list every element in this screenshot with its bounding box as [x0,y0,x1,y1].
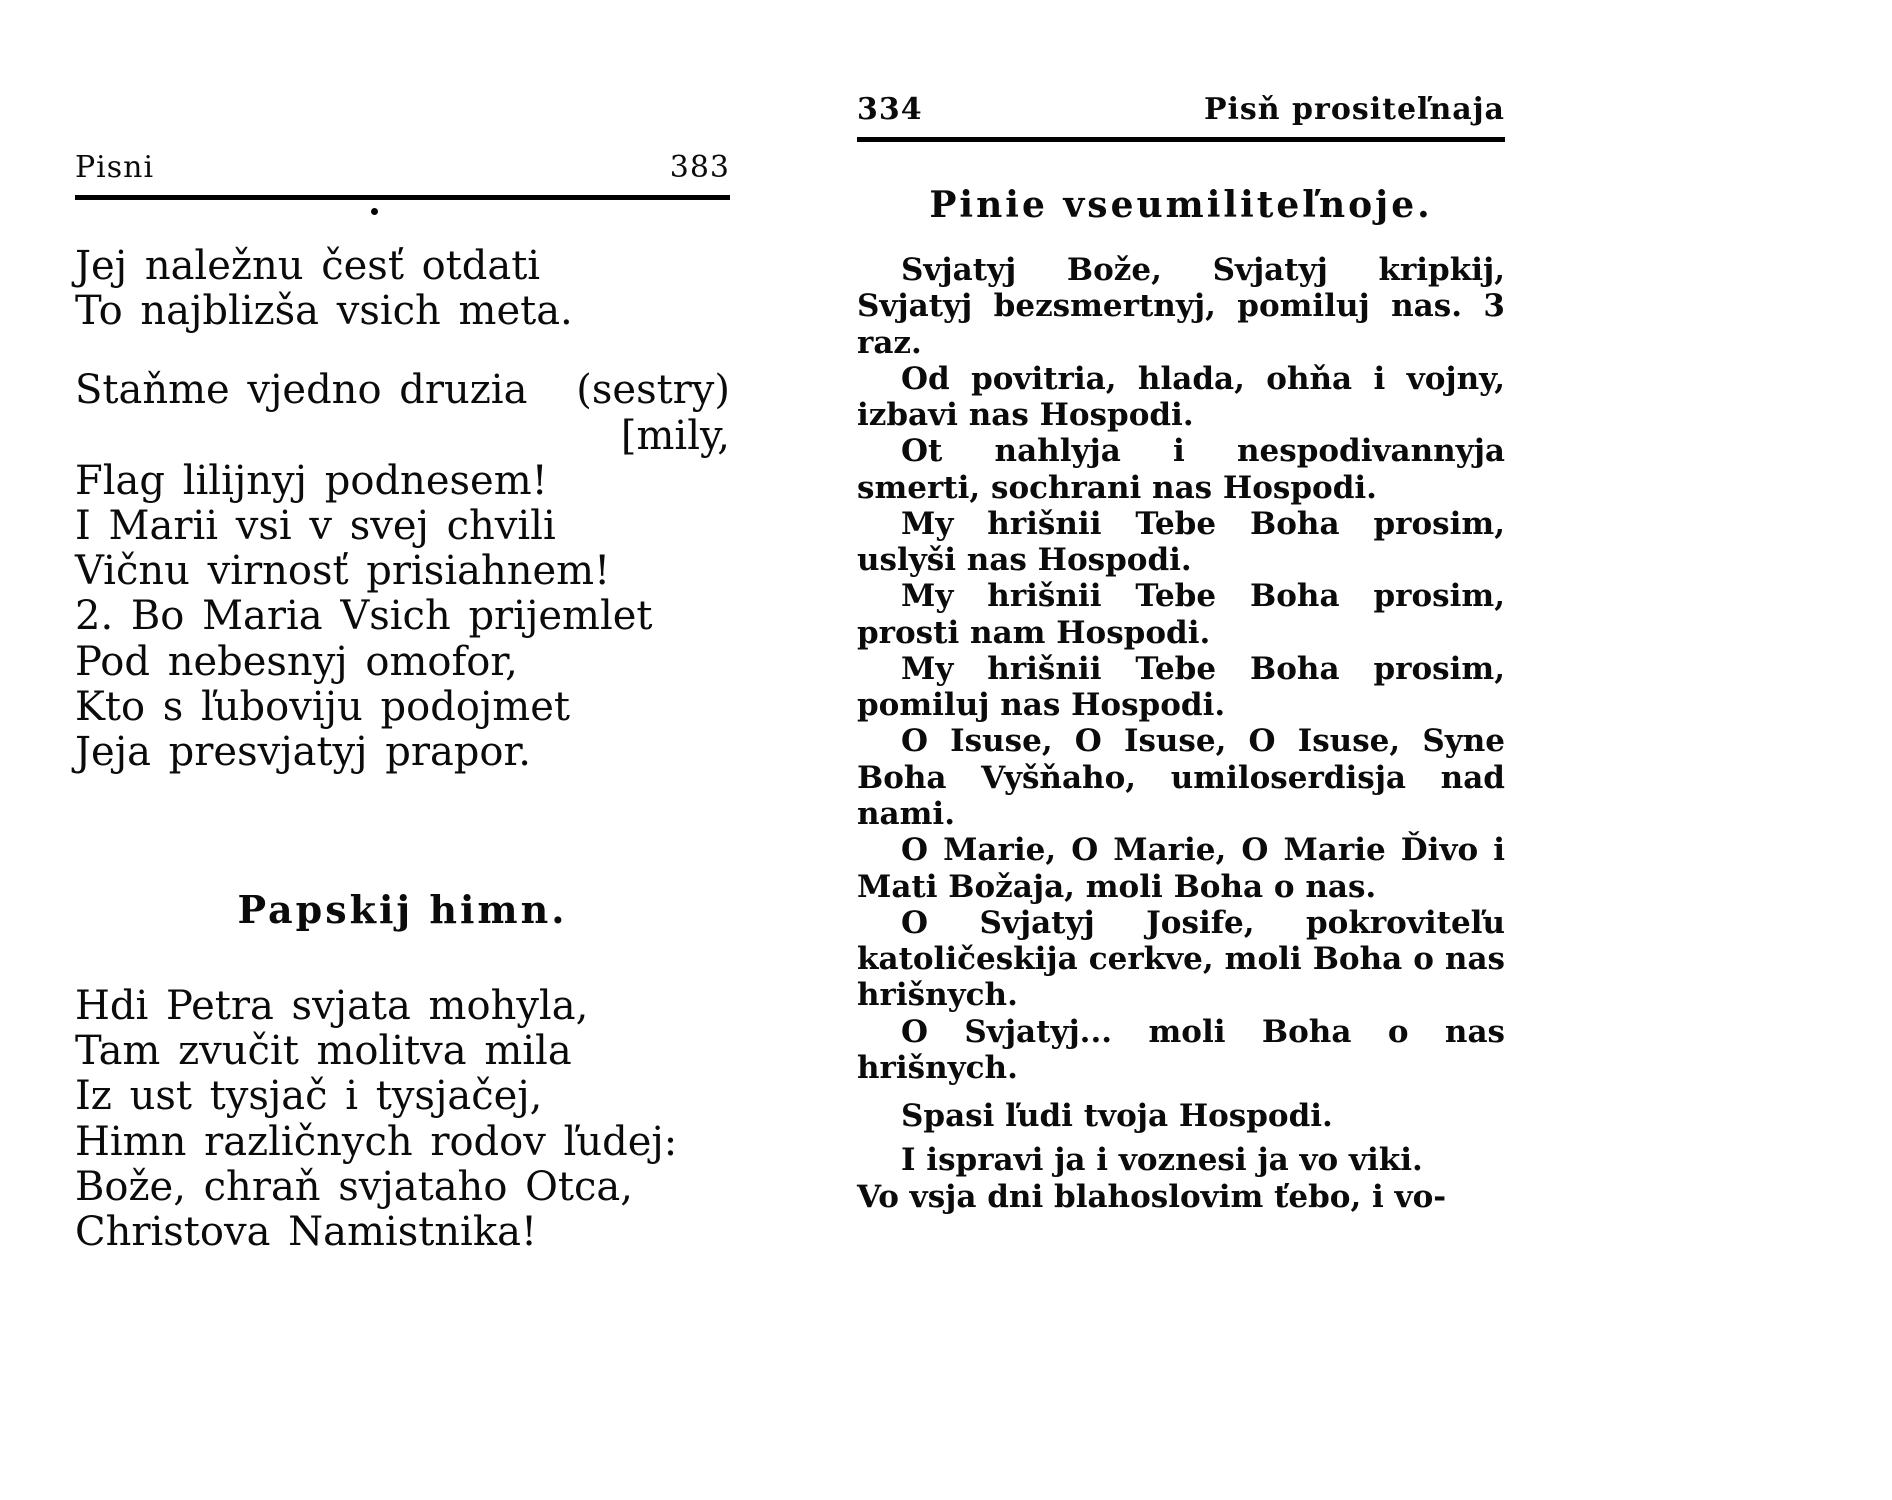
prayer-paragraph: My hrišnii Tebe Boha prosim, pomiluj nas Hospodi. [857,650,1505,724]
poem-line: Vičnu virnosť prisiahnem! [75,548,611,595]
poem-line: Hdi Petra svjata mohyla, [75,983,589,1030]
prayer-paragraph: Ot nahlyja i nespodivannyja smerti, sochrani nas Hospodi. [857,433,1505,506]
prayer-paragraph: Vo vsja dni blahoslovim ťebo, i vo- [857,1178,1447,1215]
poem-line: Himn različnych rodov ľudej: [75,1118,678,1165]
left-page [75,150,730,1255]
right-page [857,92,1505,1215]
poem-line: Christova Namistnika! [75,1209,538,1255]
poem-line: Bože, chraň svjataho Otca, [75,1163,633,1210]
right-page-number: 334 [857,92,923,127]
section-heading-papskij-himn: Papskij himn. [237,887,568,933]
left-running-head [75,150,730,200]
poem-stanza-1 [75,244,730,334]
poem-line: 2. Bo Maria Vsich prijemlet [75,593,653,640]
prayer-paragraph: O Isuse, O Isuse, O Isuse, Syne Boha Vyšňaho, umiloserdisja nad nami. [857,723,1505,832]
poem-stanza-2 [75,368,730,775]
prayer-paragraph: Od povitria, hlada, ohňa i vojny, izbavi nas Hospodi. [857,360,1505,434]
poem-line: I Marii vsi v svej chvili [75,502,556,549]
prayer-text [857,252,1505,1215]
poem-stanza-3 [75,984,730,1255]
poem-line: Jeja presvjatyj prapor. [75,728,531,775]
prayer-paragraph: Spasi ľudi tvoja Hospodi. [901,1098,1333,1135]
prayer-paragraph: O Svjatyj... moli Boha o nas hrišnych. [857,1013,1505,1086]
poem-line: Kto s ľuboviju podojmet [75,683,570,730]
poem-line-aside: (sestry) [576,367,730,414]
poem-line: [mily, [620,412,730,459]
prayer-paragraph: O Marie, O Marie, O Marie Ďivo i Mati Božaja, moli Boha o nas. [857,832,1505,905]
poem-line: Pod nebesnyj omofor, [75,638,518,685]
prayer-paragraph: My hrišnii Tebe Boha prosim, uslyši nas Hospodi. [857,505,1505,579]
left-header-title: Pisni [75,150,155,185]
poem-line: Iz ust tysjač i tysjačej, [75,1073,543,1120]
poem-line: To najblizša vsich meta. [75,288,573,335]
poem-line-text: Staňme vjedno druzia [75,367,528,414]
poem-line: Flag lilijnyj podnesem! [75,457,548,504]
prayer-paragraph: My hrišnii Tebe Boha prosim, prosti nam Hospodi. [857,578,1505,651]
section-heading-pinie: Pinie vseumiliteľnoje. [929,184,1433,226]
poem-line: Jej naležnu česť otdati [75,243,541,289]
prayer-paragraph: Svjatyj Bože, Svjatyj kripkij, Svjatyj bezsmertnyj, pomiluj nas. 3 raz. [857,252,1505,361]
prayer-paragraph: O Svjatyj Josife, pokroviteľu katoličeskija cerkve, moli Boha o nas hrišnych. [857,904,1505,1014]
prayer-paragraph: I ispravi ja i voznesi ja vo viki. [901,1142,1423,1179]
right-header-title: Pisň prositeľnaja [1203,92,1505,127]
right-running-head [857,92,1505,142]
poem-line: Tam zvučit molitva mila [75,1028,572,1075]
left-page-number: 383 [669,150,730,185]
ink-dot [371,208,378,215]
poem-line [75,368,730,413]
